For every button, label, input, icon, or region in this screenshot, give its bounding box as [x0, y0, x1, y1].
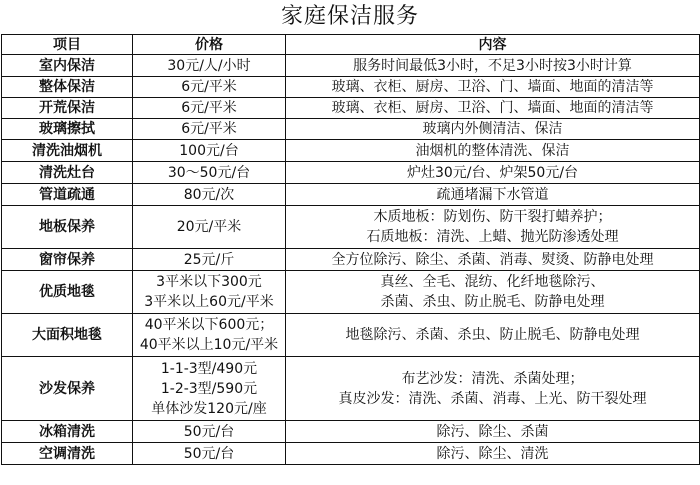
page-title: 家庭保洁服务	[280, 4, 419, 29]
service-price-line: 3平米以上60元/平米	[144, 294, 274, 310]
service-item-name: 室内保洁	[2, 55, 133, 77]
column-header-price: 价格	[133, 35, 286, 55]
service-content-cell	[286, 357, 700, 421]
service-item-name: 冰箱清洗	[2, 421, 133, 443]
service-content-line: 玻璃内外侧清洁、保洁	[422, 121, 563, 137]
service-content-cell	[286, 119, 700, 140]
table-row	[2, 119, 700, 140]
service-content-line: 地毯除污、杀菌、杀虫、防止脱毛、防静电处理	[345, 327, 640, 343]
service-content-cell	[286, 206, 700, 249]
service-content-line: 炉灶30元/台、炉架50元/台	[406, 164, 579, 181]
table-row	[2, 140, 700, 162]
service-content-cell	[286, 77, 700, 98]
service-item-name: 空调清洗	[2, 443, 133, 465]
service-item-name: 窗帘保养	[2, 249, 133, 271]
service-content-line: 服务时间最低3小时，不足3小时按3小时计算	[353, 57, 632, 74]
service-content-line: 石质地板：清洗、上蜡、抛光防渗透处理	[366, 229, 619, 245]
service-price-line: 50元/台	[183, 423, 235, 440]
table-row	[2, 184, 700, 206]
service-price-line: 25元/斤	[183, 251, 235, 268]
service-price-line: 20元/平米	[176, 219, 242, 235]
service-item-name: 地板保养	[2, 206, 133, 249]
service-price-cell	[133, 77, 286, 98]
service-price-line: 100元/台	[179, 142, 239, 159]
service-price-cell	[133, 98, 286, 119]
service-item-name: 开荒保洁	[2, 98, 133, 119]
service-price-line: 6元/平米	[181, 121, 237, 137]
service-content-cell	[286, 98, 700, 119]
service-price-cell	[133, 206, 286, 249]
service-content-cell	[286, 421, 700, 443]
table-row	[2, 206, 700, 249]
service-price-line: 30～50元/台	[167, 164, 251, 181]
service-content-line: 玻璃、衣柜、厨房、卫浴、门、墙面、地面的清洁等	[331, 79, 654, 95]
service-item-name: 整体保洁	[2, 77, 133, 98]
service-price-cell	[133, 55, 286, 77]
service-item-name: 沙发保养	[2, 357, 133, 421]
table-row	[2, 443, 700, 465]
service-content-line: 全方位除污、除尘、杀菌、消毒、熨烫、防静电处理	[331, 251, 654, 268]
table-row	[2, 357, 700, 421]
service-content-cell	[286, 162, 700, 184]
service-content-line: 除污、除尘、杀菌	[436, 423, 549, 440]
service-content-line: 玻璃、衣柜、厨房、卫浴、门、墙面、地面的清洁等	[331, 100, 654, 116]
service-item-name: 优质地毯	[2, 271, 133, 314]
table-row	[2, 421, 700, 443]
service-price-line: 40平米以下600元；	[144, 317, 274, 333]
table-row	[2, 55, 700, 77]
service-price-cell	[133, 421, 286, 443]
service-content-line: 真丝、全毛、混纺、化纤地毯除污、	[380, 274, 605, 290]
service-price-cell	[133, 271, 286, 314]
service-content-line: 布艺沙发：清洗、杀菌处理；	[401, 370, 584, 387]
table-row	[2, 77, 700, 98]
table-row	[2, 98, 700, 119]
service-content-cell	[286, 443, 700, 465]
service-content-line: 真皮沙发：清洗、杀菌、消毒、上光、防干裂处理	[338, 390, 647, 407]
service-content-line: 木质地板：防划伤、防干裂打蜡养护；	[373, 209, 612, 225]
service-price-line: 6元/平米	[181, 79, 237, 95]
service-price-cell	[133, 357, 286, 421]
service-price-cell	[133, 162, 286, 184]
service-content-cell	[286, 140, 700, 162]
service-price-line: 3平米以下300元	[156, 274, 262, 290]
service-content-cell	[286, 271, 700, 314]
service-content-cell	[286, 249, 700, 271]
service-content-line: 杀菌、杀虫、防止脱毛、防静电处理	[380, 294, 605, 310]
service-price-cell	[133, 140, 286, 162]
service-content-cell	[286, 55, 700, 77]
service-item-name: 管道疏通	[2, 184, 133, 206]
service-item-name: 玻璃擦拭	[2, 119, 133, 140]
service-item-name: 大面积地毯	[2, 314, 133, 357]
service-price-line: 40平米以上10元/平米	[139, 337, 279, 353]
service-price-line: 50元/台	[183, 445, 235, 462]
service-price-cell	[133, 184, 286, 206]
table-row	[2, 271, 700, 314]
service-item-name: 清洗灶台	[2, 162, 133, 184]
service-price-line: 30元/人/小时	[167, 57, 251, 74]
table-row	[2, 249, 700, 271]
service-price-cell	[133, 249, 286, 271]
service-price-line: 1-2-3型/590元	[160, 380, 258, 397]
table-row	[2, 314, 700, 357]
service-price-line: 6元/平米	[181, 100, 237, 116]
table-row	[2, 162, 700, 184]
service-price-table	[1, 34, 700, 465]
service-price-line: 单体沙发120元/座	[151, 400, 267, 417]
service-price-line: 1-1-3型/490元	[160, 360, 258, 377]
service-price-cell	[133, 314, 286, 357]
column-header-content: 内容	[286, 35, 700, 55]
service-content-cell	[286, 184, 700, 206]
service-content-line: 除污、除尘、清洗	[436, 445, 549, 462]
table-header-row	[2, 35, 700, 55]
service-price-cell	[133, 443, 286, 465]
service-price-cell	[133, 119, 286, 140]
service-price-line: 80元/次	[183, 186, 235, 203]
service-item-name: 清洗油烟机	[2, 140, 133, 162]
service-content-line: 油烟机的整体清洗、保洁	[415, 142, 570, 159]
column-header-item: 项目	[2, 35, 133, 55]
service-content-cell	[286, 314, 700, 357]
service-content-line: 疏通堵漏下水管道	[436, 186, 549, 203]
